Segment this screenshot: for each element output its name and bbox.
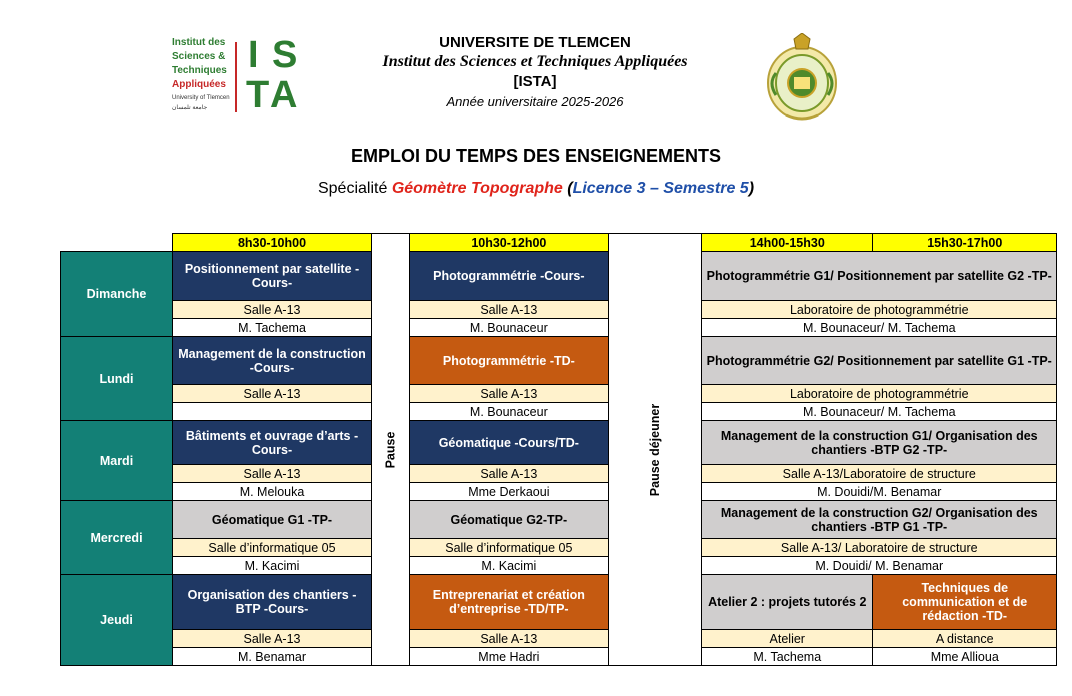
prof-cell: M. Bounaceur xyxy=(409,403,608,421)
logo-small: University of Tlemcen xyxy=(172,95,230,101)
logo-small-ar: جامعة تلمسان xyxy=(172,105,208,111)
academic-year: Année universitaire 2025-2026 xyxy=(446,94,624,109)
course-cell: Positionnement par satellite -Cours- xyxy=(173,252,372,301)
prof-cell: Mme Allioua xyxy=(873,648,1057,666)
day-label: Mercredi xyxy=(61,501,173,575)
day-label: Dimanche xyxy=(61,252,173,337)
ista-logo xyxy=(172,36,297,120)
room-cell: Salle A-13 xyxy=(173,301,372,319)
day-course-row xyxy=(61,421,1057,465)
specialty-name: Géomètre Topographe xyxy=(391,180,563,197)
course-cell: Photogrammétrie -TD- xyxy=(409,337,608,385)
day-label: Jeudi xyxy=(61,575,173,666)
course-cell: Entreprenariat et création d’entreprise -TD/TP- xyxy=(409,575,608,630)
day-room-row xyxy=(61,385,1057,403)
logo-divider xyxy=(235,42,237,112)
page-subtitle xyxy=(0,180,1072,198)
prof-cell: M. Tachema xyxy=(173,319,372,337)
room-cell: Laboratoire de photogrammétrie xyxy=(702,301,1057,319)
pause-column xyxy=(372,234,410,666)
time-slot-header: 15h30-17h00 xyxy=(873,234,1057,252)
course-cell: Techniques de communication et de rédaction -TD- xyxy=(873,575,1057,630)
day-prof-row xyxy=(61,483,1057,501)
prof-cell: M. Douidi/ M. Benamar xyxy=(702,557,1057,575)
logo-letter: A xyxy=(270,74,298,116)
prof-cell: M. Kacimi xyxy=(173,557,372,575)
day-prof-row xyxy=(61,648,1057,666)
course-cell: Photogrammétrie -Cours- xyxy=(409,252,608,301)
level-semester: Licence 3 – Semestre 5 xyxy=(572,180,749,197)
prof-cell: M. Bounaceur/ M. Tachema xyxy=(702,319,1057,337)
logo-line: Techniques xyxy=(172,65,227,76)
lunch-label: Pause déjeuner xyxy=(648,403,663,496)
day-course-row xyxy=(61,575,1057,630)
specialty-prefix: Spécialité xyxy=(317,180,388,197)
corner-cell xyxy=(61,234,173,252)
time-header-row xyxy=(61,234,1057,252)
room-cell: Salle A-13/Laboratoire de structure xyxy=(702,465,1057,483)
time-slot-header: 8h30-10h00 xyxy=(173,234,372,252)
day-room-row xyxy=(61,301,1057,319)
course-cell: Photogrammétrie G1/ Positionnement par satellite G2 -TP- xyxy=(702,252,1057,301)
prof-cell: M. Tachema xyxy=(702,648,873,666)
day-course-row xyxy=(61,252,1057,301)
room-cell: Salle A-13 xyxy=(409,465,608,483)
time-slot-header: 10h30-12h00 xyxy=(409,234,608,252)
prof-cell: M. Benamar xyxy=(173,648,372,666)
lunch-column xyxy=(608,234,701,666)
course-cell: Bâtiments et ouvrage d’arts -Cours- xyxy=(173,421,372,465)
logo-line: Institut des xyxy=(172,37,226,48)
prof-cell: M. Melouka xyxy=(173,483,372,501)
open-paren: ( xyxy=(567,180,573,197)
day-room-row xyxy=(61,465,1057,483)
room-cell: Laboratoire de photogrammétrie xyxy=(702,385,1057,403)
logo-text xyxy=(172,36,234,112)
institute-acronym: [ISTA] xyxy=(513,73,557,90)
room-cell: Salle d’informatique 05 xyxy=(409,539,608,557)
day-course-row xyxy=(61,501,1057,539)
page-title: EMPLOI DU TEMPS DES ENSEIGNEMENTS xyxy=(350,146,722,166)
course-cell: Géomatique G1 -TP- xyxy=(173,501,372,539)
room-cell: Salle A-13 xyxy=(409,301,608,319)
prof-cell: Mme Hadri xyxy=(409,648,608,666)
header-center xyxy=(320,34,750,112)
logo-letter: T xyxy=(246,74,270,116)
course-cell: Management de la construction G2/ Organisation des chantiers -BTP G1 -TP- xyxy=(702,501,1057,539)
prof-cell xyxy=(173,403,372,421)
course-cell: Photogrammétrie G2/ Positionnement par satellite G1 -TP- xyxy=(702,337,1057,385)
course-cell: Management de la construction -Cours- xyxy=(173,337,372,385)
logo-letter: S xyxy=(272,34,298,76)
room-cell: Salle A-13/ Laboratoire de structure xyxy=(702,539,1057,557)
logo-line: Appliquées xyxy=(172,79,226,90)
course-cell: Organisation des chantiers -BTP -Cours- xyxy=(173,575,372,630)
room-cell: Salle A-13 xyxy=(409,630,608,648)
close-paren: ) xyxy=(748,180,755,197)
room-cell: Salle d’informatique 05 xyxy=(173,539,372,557)
prof-cell: M. Douidi/M. Benamar xyxy=(702,483,1057,501)
university-seal-icon xyxy=(764,33,840,125)
day-prof-row xyxy=(61,557,1057,575)
prof-cell: M. Bounaceur/ M. Tachema xyxy=(702,403,1057,421)
room-cell: Salle A-13 xyxy=(173,385,372,403)
day-prof-row xyxy=(61,319,1057,337)
day-room-row xyxy=(61,539,1057,557)
course-cell: Géomatique G2-TP- xyxy=(409,501,608,539)
room-cell: Salle A-13 xyxy=(409,385,608,403)
day-prof-row xyxy=(61,403,1057,421)
university-name: UNIVERSITE DE TLEMCEN xyxy=(439,34,631,51)
pause-label: Pause xyxy=(383,431,398,468)
room-cell: Atelier xyxy=(702,630,873,648)
prof-cell: M. Kacimi xyxy=(409,557,608,575)
course-cell: Géomatique -Cours/TD- xyxy=(409,421,608,465)
time-slot-header: 14h00-15h30 xyxy=(702,234,873,252)
day-room-row xyxy=(61,630,1057,648)
room-cell: A distance xyxy=(873,630,1057,648)
prof-cell: Mme Derkaoui xyxy=(409,483,608,501)
course-cell: Atelier 2 : projets tutorés 2 xyxy=(702,575,873,630)
course-cell: Management de la construction G1/ Organisation des chantiers -BTP G2 -TP- xyxy=(702,421,1057,465)
room-cell: Salle A-13 xyxy=(173,465,372,483)
day-course-row xyxy=(61,337,1057,385)
day-label: Mardi xyxy=(61,421,173,501)
logo-ista-letters xyxy=(242,36,298,116)
logo-line: Sciences & xyxy=(172,51,226,62)
day-label: Lundi xyxy=(61,337,173,421)
prof-cell: M. Bounaceur xyxy=(409,319,608,337)
timetable xyxy=(60,233,1057,666)
room-cell: Salle A-13 xyxy=(173,630,372,648)
logo-letter: I xyxy=(248,34,259,76)
institute-name: Institut des Sciences et Techniques Appliquées xyxy=(382,53,688,70)
